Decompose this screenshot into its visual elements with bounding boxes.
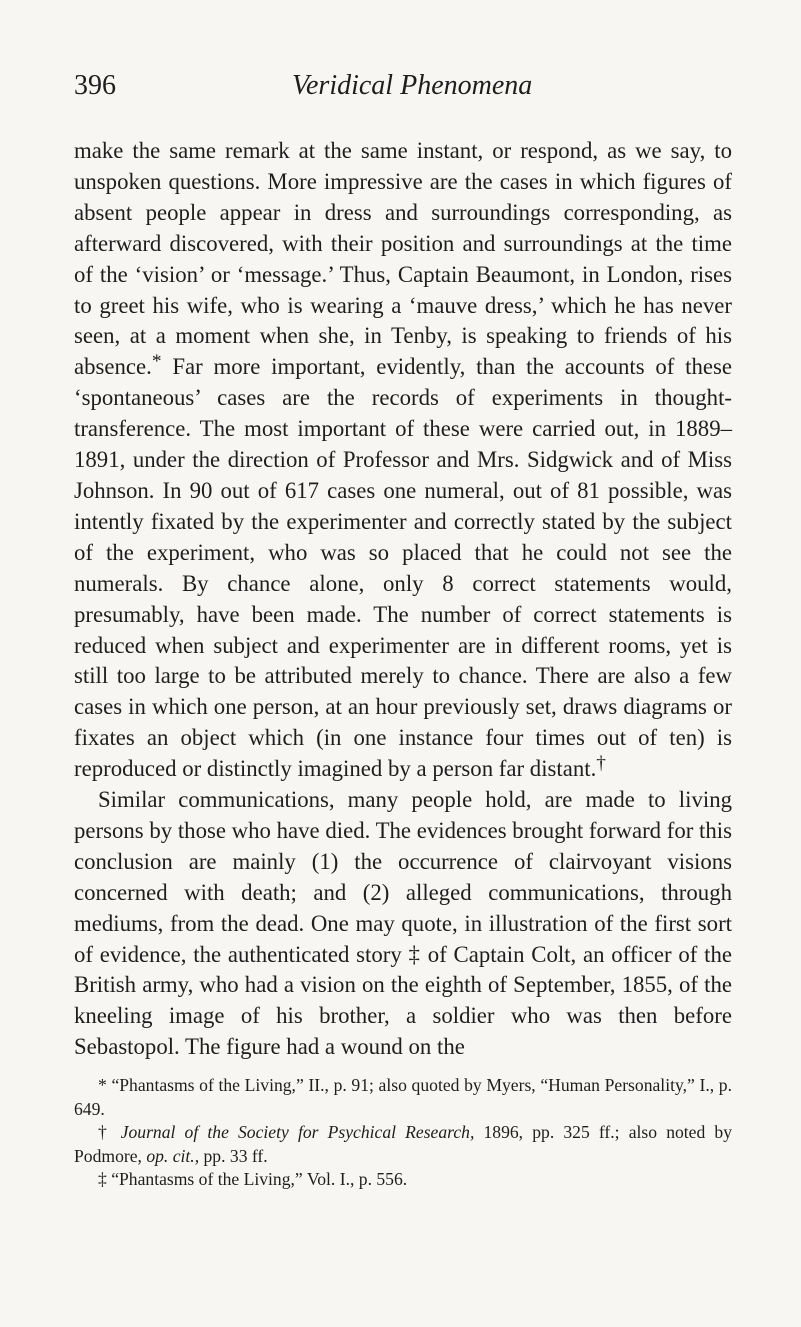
page-header	[74, 70, 732, 110]
footnote-2-end: pp. 33 ff.	[199, 1145, 268, 1166]
footnote-1	[74, 1074, 732, 1121]
paragraph-1	[74, 136, 732, 785]
footnote-1-text: “Phantasms of the Living,” II., p. 91; also quoted by Myers, “Human Personality,” I., p. 649.	[74, 1075, 732, 1119]
footnote-3	[74, 1168, 732, 1192]
body-text	[74, 136, 732, 1063]
footnote-ref-3: ‡	[408, 941, 422, 967]
footnote-3-mark: ‡	[98, 1169, 107, 1190]
footnote-2-opcit: op. cit.,	[146, 1145, 200, 1166]
paragraph-1-part-a: make the same remark at the same instant, or respond, as we say, to unspoken questions. More impressive are the cases in which figures of absent people appear in dress and surroundings corresponding, as afterward discovered, with their position and surroundings at the time of the ‘vision’ or ‘message.’ Thus, Captain Beaumont, in London, rises to greet his wife, who is wearing a ‘mauve dress,’ which he has never seen, at a moment when she, in Tenby, is speaking to friends of his absence.	[74, 138, 732, 380]
footnote-ref-1: *	[151, 351, 162, 373]
footnote-2-journal: Journal of the Society for Psychical Research,	[111, 1122, 475, 1143]
paragraph-2-part-a: Similar communications, many people hold, are made to living persons by those who have died. The evidences brought forward for this conclusion are mainly (1) the occurrence of clairvoyant visions concerned with death; and (2) alleged communications, through mediums, from the dead. One may quote, in illustration of the first sort of evidence, the authenticated story	[74, 787, 732, 967]
running-title: Veridical Phenomena	[292, 70, 533, 101]
paragraph-2	[74, 785, 732, 1063]
paragraph-2-part-b: of Captain Colt, an officer of the British army, who had a vision on the eighth of September, 1855, of the kneeling image of his brother, a soldier who was then before Sebastopol. The figure had a wound on the	[74, 941, 732, 1060]
footnote-2	[74, 1121, 732, 1168]
footnote-ref-2: †	[596, 753, 606, 775]
page-number: 396	[74, 70, 116, 101]
footnote-2-mark: †	[98, 1122, 112, 1143]
footnote-1-mark: *	[98, 1075, 107, 1096]
book-page	[74, 70, 732, 1192]
footnote-2-mid: 1896, pp. 325 ff.; also noted by Podmore,	[74, 1122, 733, 1166]
footnote-3-text: “Phantasms of the Living,” Vol. I., p. 556.	[106, 1169, 408, 1190]
paragraph-1-part-b: Far more important, evidently, than the accounts of these ‘spontaneous’ cases are the records of experiments in thought-transference. The most important of these were carried out, in 1889–1891, under the direction of Professor and Mrs. Sidgwick and of Miss Johnson. In 90 out of 617 cases one numeral, out of 81 possible, was intently fixated by the experimenter and correctly stated by the subject of the experiment, who was so placed that he could not see the numerals. By chance alone, only 8 correct statements would, presumably, have been made. The number of correct statements is reduced when subject and experimenter are in different rooms, yet is still too large to be attributed merely to chance. There are also a few cases in which one person, at an hour previously set, draws diagrams or fixates an object which (in one instance four times out of ten) is reproduced or distinctly imagined by a person far distant.	[74, 354, 732, 782]
footnotes	[74, 1074, 732, 1192]
